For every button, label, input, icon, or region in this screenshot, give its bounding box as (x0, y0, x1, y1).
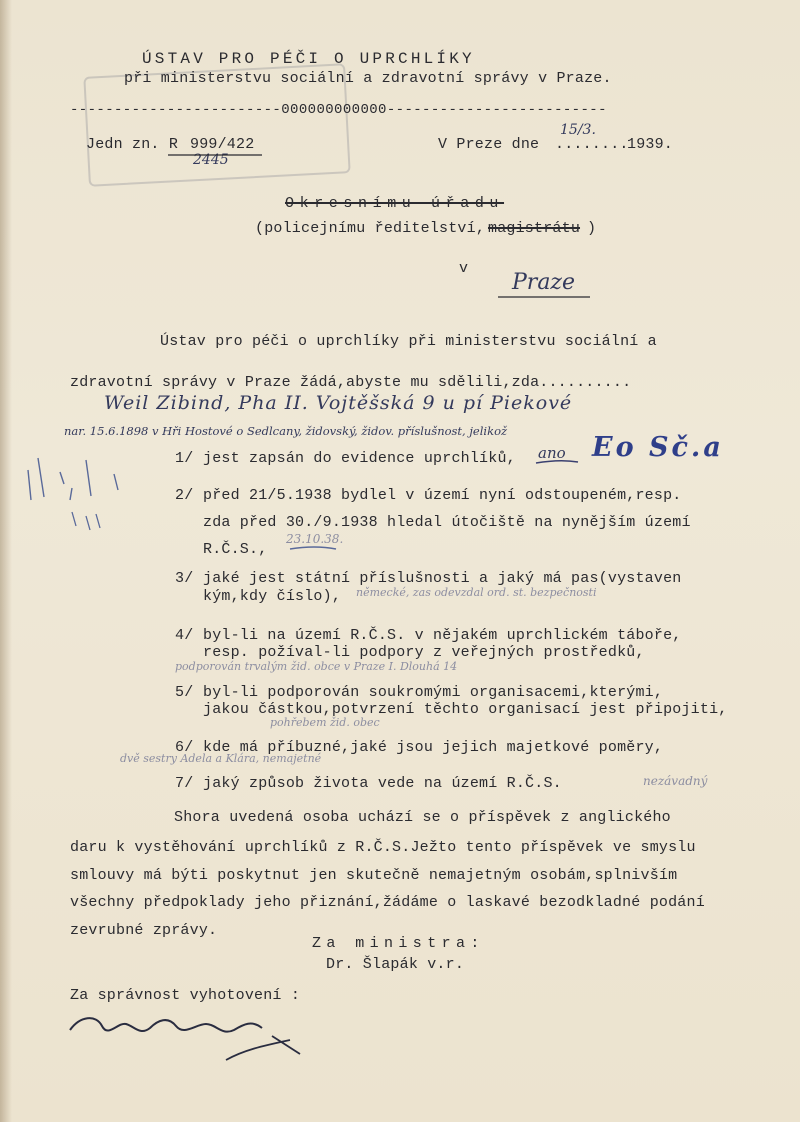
place-date-prefix: V Preze dne (438, 136, 540, 153)
intro-line1: Ústav pro péči o uprchlíky při ministerstvu sociální a (160, 333, 657, 350)
intro-line2: zdravotní správy v Praze žádá,abyste mu sdělili,zda.......... (70, 374, 632, 391)
recipient-line2-close: ) (587, 220, 597, 237)
q6-text: kde má příbuzné,jaké jsou jejich majetkové poměry, (203, 739, 664, 756)
q5-number: 5/ (175, 684, 194, 701)
institution-title: ÚSTAV PRO PÉČI O UPRCHLÍKY (142, 50, 475, 68)
date-handwritten: 15/3. (560, 122, 596, 138)
q2-cont: zda před 30./9.1938 hledal útočiště na nynějším území (203, 514, 691, 531)
q3-text: jaké jest státní příslušnosti a jaký má pas(vystaven (203, 570, 682, 587)
margin-pencil-marks-1 (28, 458, 118, 500)
q1-answer: ano (538, 444, 566, 462)
za-ministra: Za ministra: (312, 935, 485, 952)
signer-name: Dr. Šlapák v.r. (326, 956, 465, 973)
q4-number: 4/ (175, 627, 194, 644)
q6-answer: dvě sestry Adela a Klára, nemajetné (120, 752, 322, 765)
q5-answer: pohřebem žid. obec (270, 716, 380, 729)
q4-answer: podporován trvalým žid. obce v Praze I. Dlouhá 14 (175, 660, 458, 673)
signature-scrawl (70, 1018, 262, 1032)
recipient-city-handwritten: Praze (512, 270, 576, 295)
q7-answer: nezávadný (643, 774, 708, 788)
q7-number: 7/ (175, 775, 194, 792)
date-year: 1939. (627, 136, 674, 153)
conclusion-line2: daru k vystěhování uprchlíků z R.Č.S.Ježto tento příspěvek ve smyslu (70, 839, 696, 856)
q3-answer: německé, zas odevzdal ord. st. bezpečnosti (356, 586, 597, 599)
conclusion-line3: smlouvy má býti poskytnut jen skutečně nemajetným osobám,splnivším (70, 867, 678, 884)
reference-handwritten-number: 2445 (193, 152, 229, 168)
recipient-line1: Okresnímu úřadu (285, 195, 505, 212)
q5-text: byl-li podporován soukromými organisacemi,kterými, (203, 684, 664, 701)
recipient-line2-struck: magistrátu (488, 220, 581, 237)
conclusion-line4: všechny předpoklady jeho přiznání,žádáme o laskavé bezodkladné podání (70, 894, 705, 911)
q1-number: 1/ (175, 450, 194, 467)
q3-cont: kým,kdy číslo), (203, 588, 342, 605)
q2-number: 2/ (175, 487, 194, 504)
signature-flourish (226, 1036, 300, 1060)
q1-text: jest zapsán do evidence uprchlíků, (203, 450, 516, 467)
applicant-handwritten-line1: Weil Zibind, Pha II. Vojtěšská 9 u pí Piekové (104, 392, 573, 414)
recipient-v: v (459, 260, 469, 277)
q2-pencil-underline (290, 547, 336, 549)
q1-answer-underline (536, 461, 578, 463)
date-dots: ........ (555, 136, 629, 153)
margin-pencil-marks-2 (72, 512, 100, 530)
conclusion-line5: zevrubné zprávy. (70, 922, 218, 939)
q2-text: před 21/5.1938 bydlel v území nyní odstoupeném,resp. (203, 487, 682, 504)
reference-number: 999/422 (190, 136, 255, 153)
conclusion-line1: Shora uvedená osoba uchází se o příspěvek z anglického (174, 809, 671, 826)
q5-cont: jakou částkou,potvrzení těchto organisací jest připojiti, (203, 701, 728, 718)
recipient-line2-open: (policejnímu ředitelství, (255, 220, 486, 237)
header-divider: ------------------------000000000000------------------------- (70, 102, 607, 118)
applicant-handwritten-line2: nar. 15.6.1898 v Hři Hostové o Sedlcany, židovský, židov. příslušnost, jelikož (64, 424, 508, 438)
reference-label: Jedn zn. R (86, 136, 179, 153)
q3-number: 3/ (175, 570, 194, 587)
za-spravnost: Za správnost vyhotovení : (70, 987, 301, 1004)
q2-answer: 23.10.38. (286, 532, 344, 546)
blue-pencil-annotation: Eo Sč.a (592, 432, 724, 463)
q2-cont2: R.Č.S., (203, 541, 268, 558)
q4-text: byl-li na území R.Č.S. v nějakém uprchlickém táboře, (203, 627, 682, 644)
q6-number: 6/ (175, 739, 194, 756)
ministry-subtitle: při ministerstvu sociální a zdravotní správy v Praze. (124, 70, 612, 87)
q4-cont: resp. požíval-li podpory z veřejných prostředků, (203, 644, 645, 661)
q7-text: jaký způsob života vede na území R.Č.S. (203, 775, 562, 792)
